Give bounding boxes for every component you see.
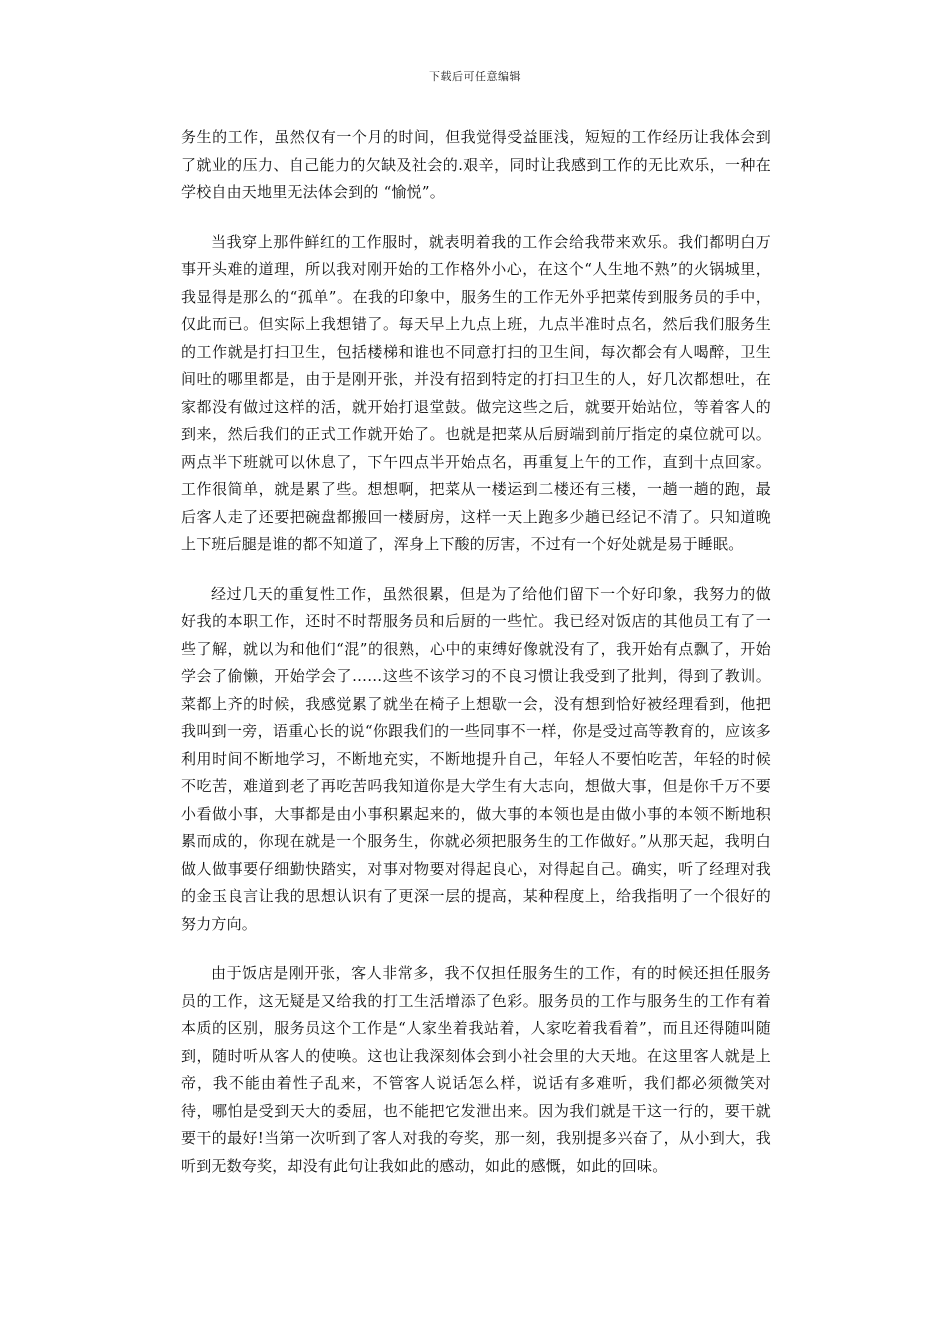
- paragraph: 务生的工作，虽然仅有一个月的时间，但我觉得受益匪浅，短短的工作经历让我体会到了就业的压力、自己能力的欠缺及社会的.艰辛，同时让我感到工作的无比欢乐，一种在学校自由天地里无法体会到的 “愉悦”。: [181, 128, 771, 201]
- document-body: [181, 124, 771, 1180]
- paragraph: 由于饭店是刚开张，客人非常多，我不仅担任服务生的工作，有的时候还担任服务员的工作，这无疑是又给我的打工生活增添了色彩。服务员的工作与服务生的工作有着本质的区别，服务员这个工作是“人家坐着我站着，人家吃着我看着”，而且还得随叫随到，随时听从客人的使唤。这也让我深刻体会到小社会里的大天地。在这里客人就是上帝，我不能由着性子乱来，不管客人说话怎么样，说话有多难听，我们都必须微笑对待，哪怕是受到天大的委屈，也不能把它发泄出来。因为我们就是干这一行的，要干就要干的最好!当第一次听到了客人对我的夸奖，那一刻，我别提多兴奋了，从小到大，我听到无数夸奖，却没有此句让我如此的感动，如此的感慨，如此的回味。: [181, 964, 771, 1175]
- paragraph: 当我穿上那件鲜红的工作服时，就表明着我的工作会给我带来欢乐。我们都明白万事开头难的道理，所以我对刚开始的工作格外小心，在这个“人生地不熟”的火锅城里，我显得是那么的“孤单”。在我的印象中，服务生的工作无外乎把菜传到服务员的手中，仅此而已。但实际上我想错了。每天早上九点上班，九点半准时点名，然后我们服务生的工作就是打扫卫生，包括楼梯和谁也不同意打扫的卫生间，每次都会有人喝醉，卫生间吐的哪里都是，由于是刚开张，并没有招到特定的打扫卫生的人，好几次都想吐，在家都没有做过这样的活，就开始打退堂鼓。做完这些之后，就要开始站位，等着客人的到来，然后我们的正式工作就开始了。也就是把菜从后厨端到前厅指定的桌位就可以。两点半下班就可以休息了，下午四点半开始点名，再重复上午的工作，直到十点回家。工作很简单，就是累了些。想想啊，把菜从一楼运到二楼还有三楼，一趟一趟的跑，最后客人走了还要把碗盘都搬回一楼厨房，这样一天上跑多少趟已经记不清了。只知道晚上下班后腿是谁的都不知道了，浑身上下酸的厉害，不过有一个好处就是易于睡眠。: [181, 232, 771, 553]
- paragraph: 经过几天的重复性工作，虽然很累，但是为了给他们留下一个好印象，我努力的做好我的本职工作，还时不时帮服务员和后厨的一些忙。我已经对饭店的其他员工有了一些了解，就以为和他们“混”的很熟，心中的束缚好像就没有了，我开始有点飘了，开始学会了偷懒，开始学会了……这些不该学习的不良习惯让我受到了批判，得到了教训。菜都上齐的时候，我感觉累了就坐在椅子上想歇一会，没有想到恰好被经理看到，他把我叫到一旁，语重心长的说“你跟我们的一些同事不一样，你是受过高等教育的，应该多利用时间不断地学习，不断地充实，不断地提升自己，年轻人不要怕吃苦，年轻的时候不吃苦，难道到老了再吃苦吗我知道你是大学生有大志向，想做大事，但是你千万不要小看做小事，大事都是由小事积累起来的，做大事的本领也是由做小事的本领不断地积累而成的，你现在就是一个服务生，你就必须把服务生的工作做好。”从那天起，我明白做人做事要仔细勤快踏实，对事对物要对得起良心，对得起自己。确实，听了经理对我的金玉良言让我的思想认识有了更深一层的提高，某种程度上，给我指明了一个很好的努力方向。: [181, 584, 771, 933]
- page-header: 下载后可任意编辑: [429, 70, 521, 83]
